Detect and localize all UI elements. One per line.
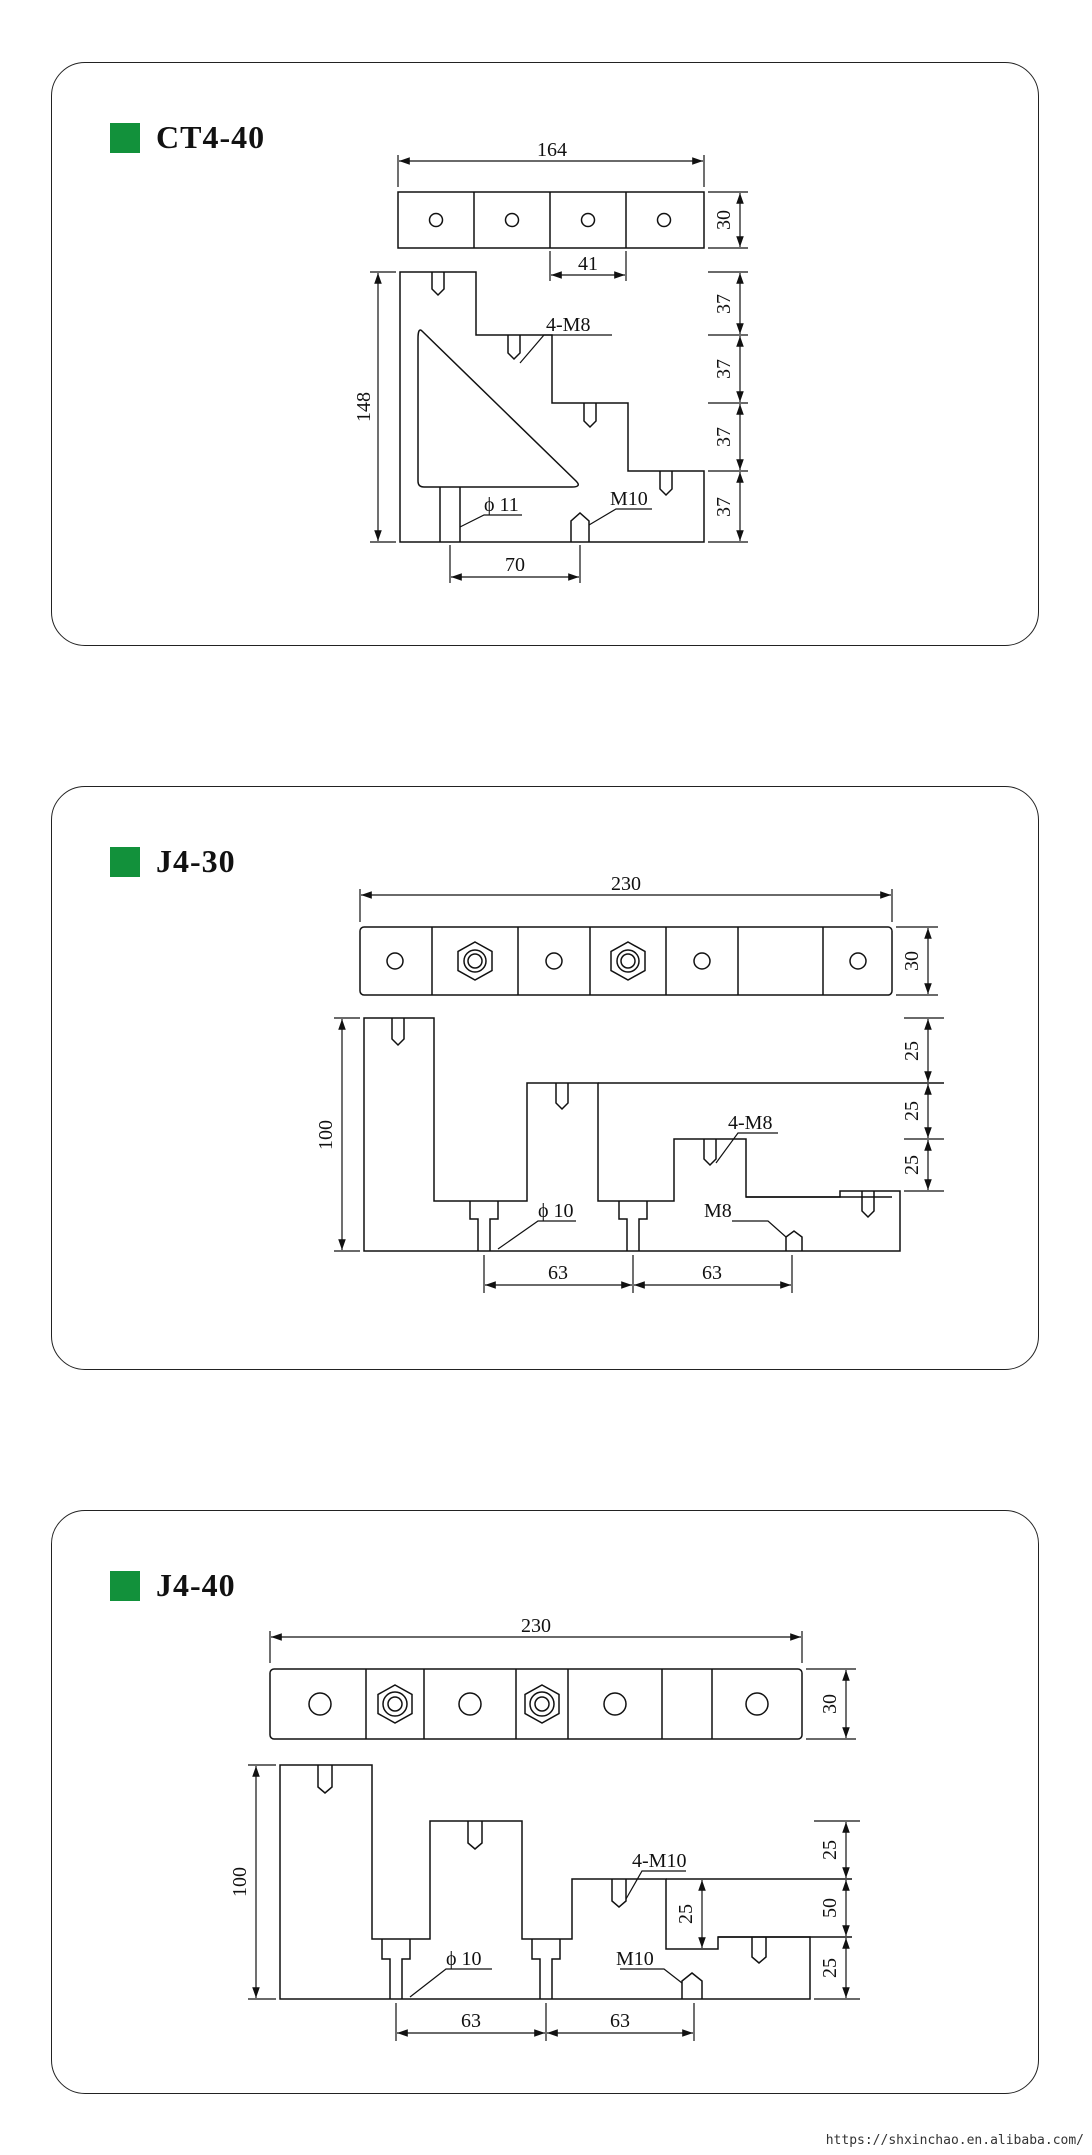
label-hole-diameter: ϕ 10 [538,1200,574,1222]
label-hole-diameter: ϕ 11 [484,494,519,516]
dim-pitch: 63 [610,2010,630,2032]
source-url: https://shxinchao.en.alibaba.com/ [825,2133,1084,2148]
hex-nut-icon [458,942,492,980]
hole [459,1693,481,1715]
hole [694,953,710,969]
hole [546,953,562,969]
hole [309,1693,331,1715]
label-mount-thread: M10 [616,1948,654,1970]
dim-step: 25 [819,1958,841,1978]
label-thread-holes: 4-M8 [728,1112,773,1134]
drawing-panel-j4-30 [51,786,1039,1370]
dim-step: 25 [819,1840,841,1860]
label-hole-diameter: ϕ 10 [446,1948,482,1970]
label-thread-holes: 4-M10 [632,1850,687,1872]
label-mount-thread: M10 [610,488,648,510]
hole [850,953,866,969]
hole [430,214,443,227]
dim-inner: 25 [675,1904,697,1924]
hex-nut-icon [611,942,645,980]
front-view-body [400,272,704,542]
dim-step: 25 [901,1041,923,1061]
dim-width: 164 [537,139,567,161]
dim-pitch: 63 [461,2010,481,2032]
dim-height: 100 [315,1120,337,1150]
dim-width: 230 [521,1615,551,1637]
dim-thickness: 30 [819,1694,841,1714]
dim-thickness: 30 [713,210,735,230]
triangular-cutout [418,330,578,487]
front-view-body [280,1765,810,1999]
j4-30-drawing [52,787,1040,1371]
dim-pitch: 41 [578,253,598,275]
dim-step: 37 [713,427,735,447]
dim-width: 230 [611,873,641,895]
j4-40-drawing [52,1511,1040,2095]
model-name: CT4-40 [156,119,266,155]
drawing-panel-j4-40 [51,1510,1039,2094]
hole [387,953,403,969]
hole [506,214,519,227]
label-mount-thread: M8 [704,1200,732,1222]
hole [604,1693,626,1715]
dim-step: 25 [901,1155,923,1175]
dim-pitch: 63 [548,1262,568,1284]
dim-step: 37 [713,497,735,517]
top-view-body [360,927,892,995]
top-view-body [270,1669,802,1739]
label-thread-holes: 4-M8 [546,314,591,336]
dim-step: 37 [713,294,735,314]
front-view-body [364,1018,900,1251]
dim-step: 37 [713,359,735,379]
dim-height: 100 [229,1867,251,1897]
dim-thickness: 30 [901,951,923,971]
dim-base: 70 [505,554,525,576]
hole [658,214,671,227]
drawing-panel-ct4-40 [51,62,1039,646]
dim-step: 50 [819,1898,841,1918]
model-name: J4-30 [156,843,236,879]
hole [582,214,595,227]
dim-step: 25 [901,1101,923,1121]
ct4-40-drawing [52,63,1040,647]
hole [746,1693,768,1715]
model-name: J4-40 [156,1567,236,1603]
dim-pitch: 63 [702,1262,722,1284]
dim-height: 148 [353,392,375,422]
